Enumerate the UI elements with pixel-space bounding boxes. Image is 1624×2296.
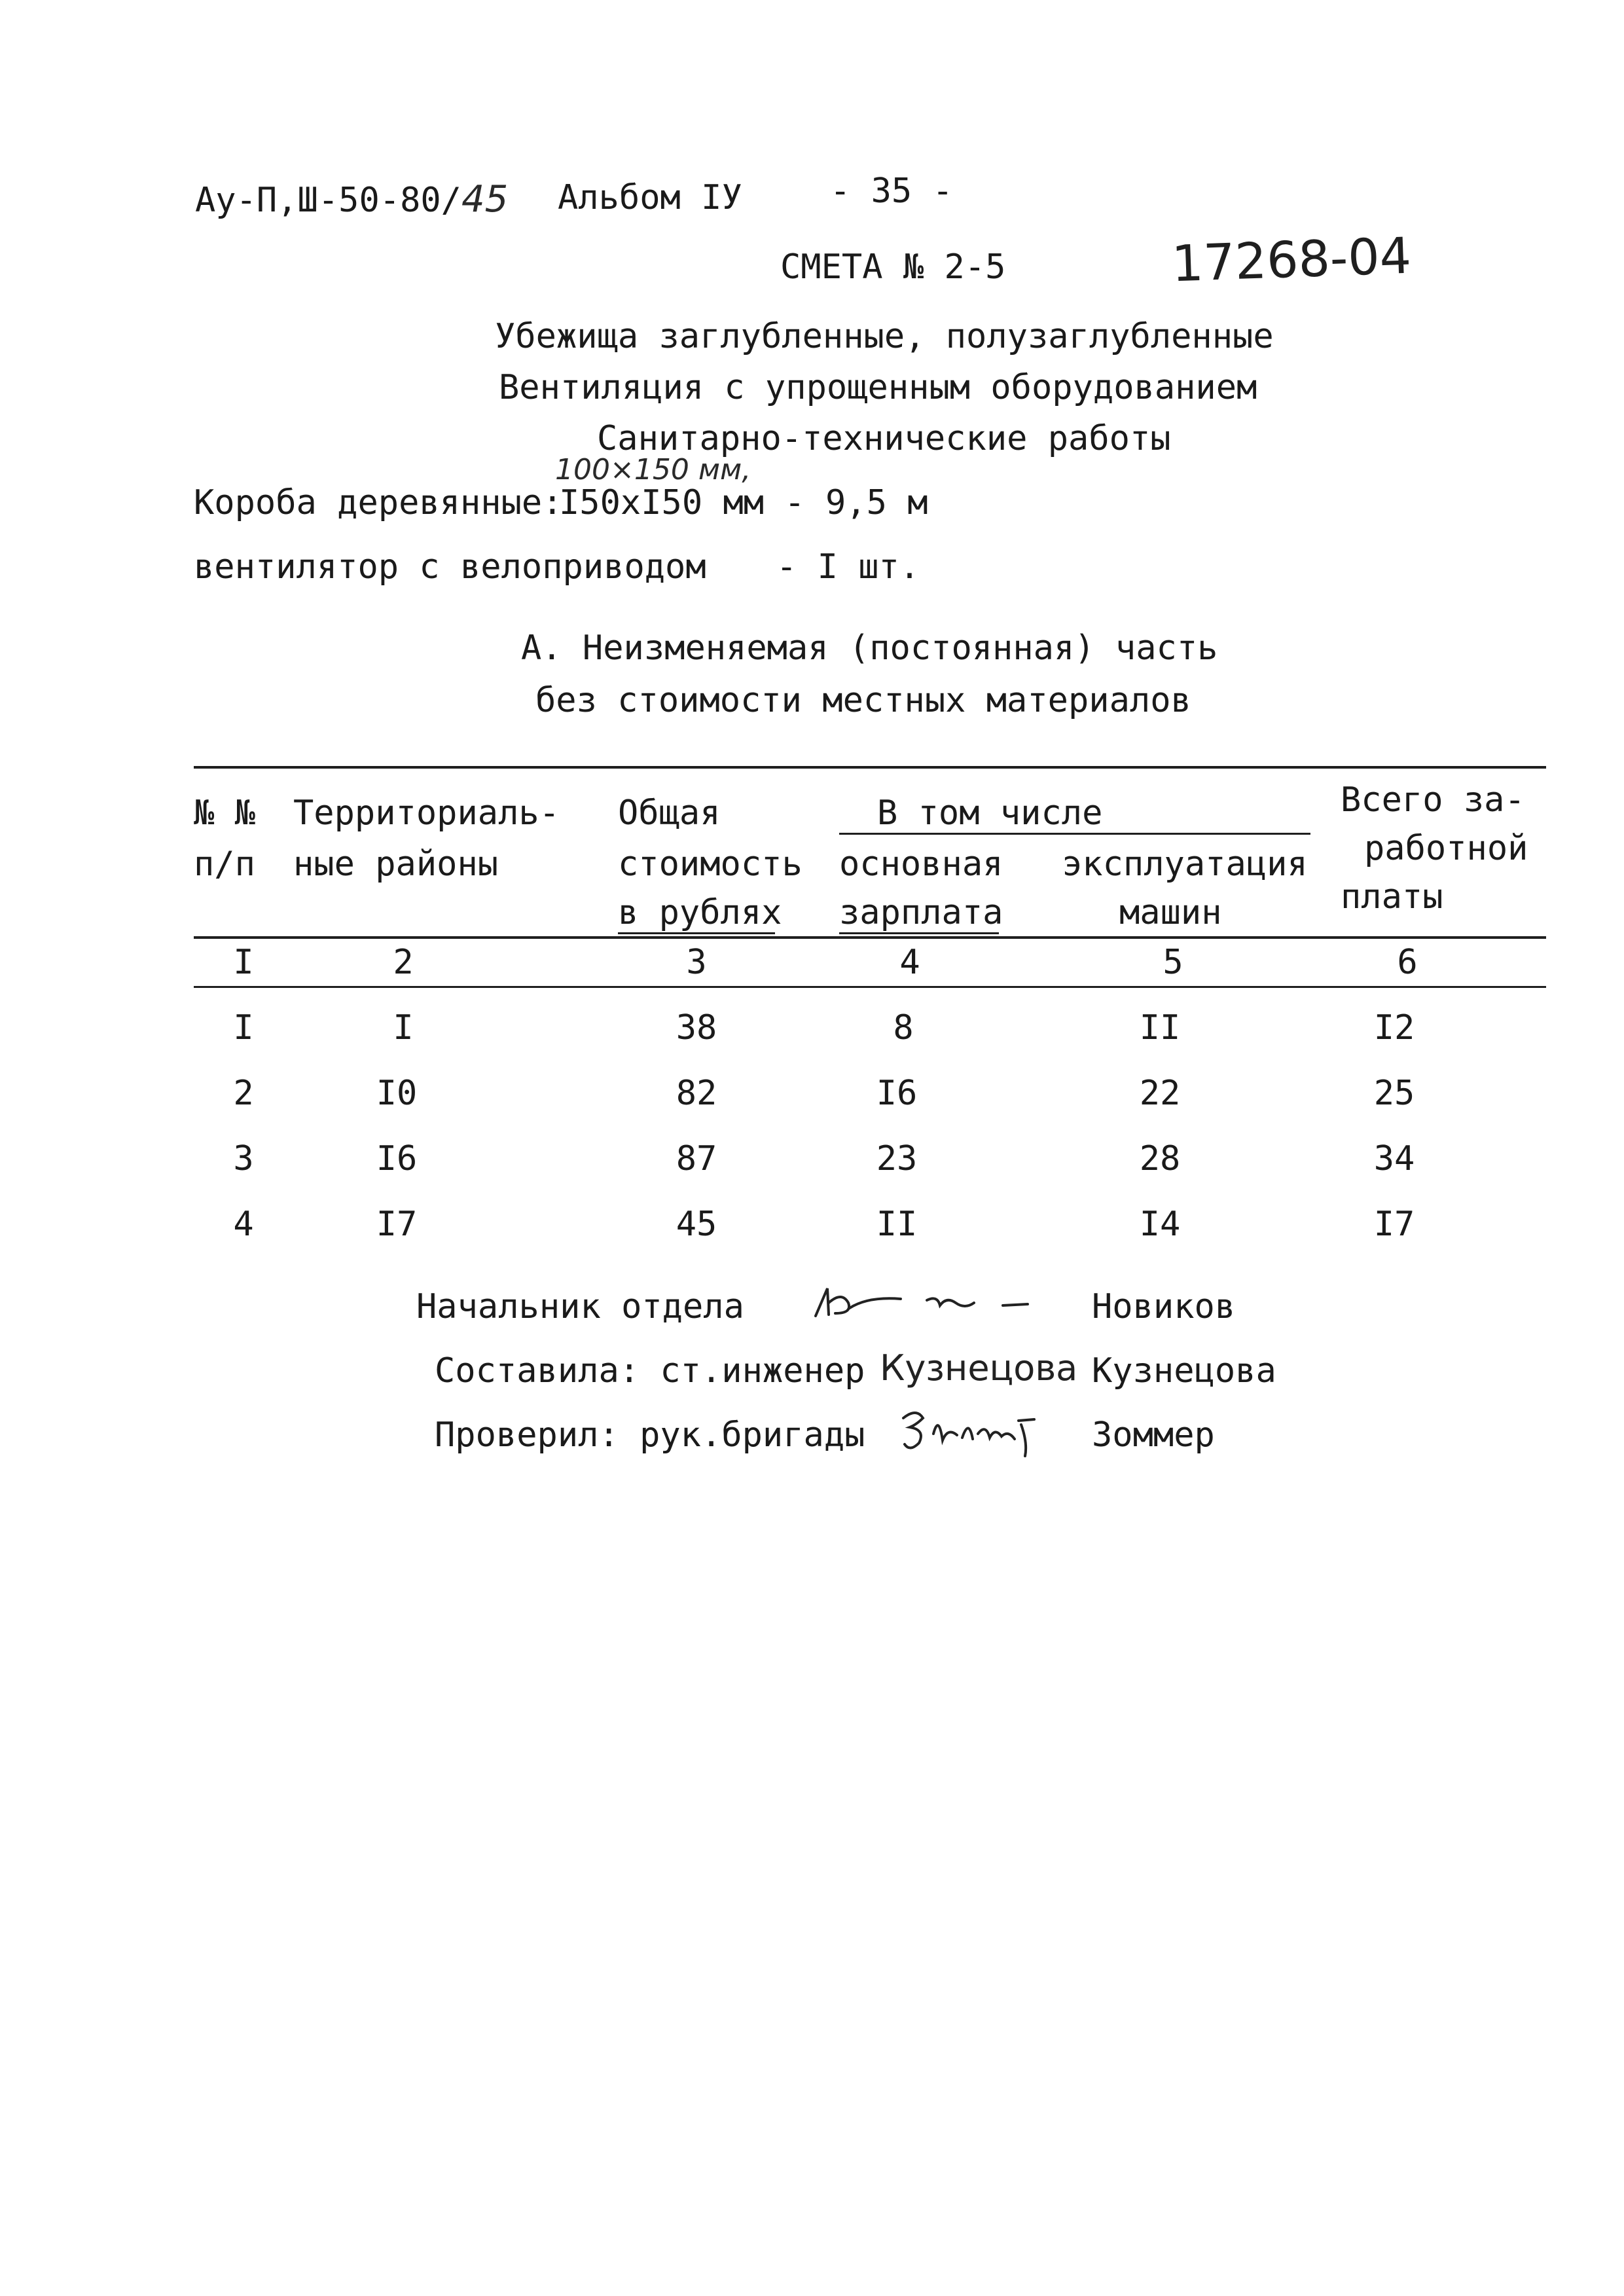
machine-operation: 22 [1139, 1074, 1181, 1113]
region: I0 [376, 1074, 418, 1113]
header-col-region-line-2: ные районы [293, 845, 499, 884]
document-code [195, 178, 508, 221]
region: I6 [376, 1139, 418, 1178]
boxes-value: I50хI50 мм - 9,5 м [559, 483, 928, 522]
column-number: I [233, 943, 254, 982]
total-wages: 34 [1373, 1139, 1415, 1178]
fan-value: - I шт. [776, 547, 920, 587]
page-number: - 35 - [830, 172, 953, 211]
header-col-machines-line-1: эксплуатация [1062, 845, 1308, 884]
handwritten-signature-zommer [897, 1401, 1067, 1460]
row-number: 4 [233, 1205, 254, 1244]
total-wages: I7 [1373, 1205, 1415, 1244]
header-col-number-line-2: п/п [194, 845, 255, 884]
base-salary: 23 [876, 1139, 918, 1178]
total-wages: I2 [1373, 1008, 1415, 1048]
boxes-handwritten-note: 100×150 мм, [555, 453, 751, 486]
handwritten-signature-novikov [809, 1277, 1058, 1329]
table-header-rule [194, 936, 1546, 939]
signature-role-checker: Проверил: рук.бригады [435, 1415, 865, 1455]
header-group-including: В том числе [877, 793, 1103, 833]
signature-role-compiler: Составила: ст.инженер [435, 1351, 865, 1391]
table-numbers-rule [194, 986, 1546, 988]
fan-label: вентилятор с велоприводом [194, 547, 706, 587]
header-col-wages-line-1: Всего за- [1341, 780, 1525, 820]
header-col-salary-line-1: основная [839, 845, 1003, 884]
registration-number: 17268-04 [1170, 226, 1413, 293]
header-col-number-line-1: № № [194, 793, 255, 833]
estimate-title: СМЕТА № 2-5 [780, 247, 1006, 287]
machine-operation: I4 [1139, 1205, 1181, 1244]
signature-name-checker: Зоммер [1092, 1415, 1215, 1455]
header-col-region-line-1: Территориаль- [293, 793, 560, 833]
row-number: I [233, 1008, 254, 1048]
document-code-typed: Ау-П,Ш-50-80/ [195, 181, 461, 220]
header-group-underline [839, 833, 1310, 835]
total-cost: 38 [676, 1008, 717, 1048]
region: I7 [376, 1205, 418, 1244]
column-number: 2 [393, 943, 414, 982]
table-top-rule [194, 766, 1546, 769]
title-line-1: Убежища заглубленные, полузаглубленные [495, 317, 1274, 356]
section-title-line-1: А. Неизменяемая (постоянная) часть [521, 629, 1218, 668]
column-number: 3 [686, 943, 707, 982]
signature-name-head: Новиков [1092, 1287, 1236, 1326]
total-cost: 87 [676, 1139, 717, 1178]
title-line-3: Санитарно-технические работы [597, 419, 1171, 458]
header-col-wages-line-3: платы [1341, 877, 1443, 917]
column-number: 5 [1163, 943, 1183, 982]
base-salary: I6 [876, 1074, 918, 1113]
header-col-machines-line-2: машин [1119, 893, 1222, 932]
header-col-salary-underline [839, 932, 999, 934]
title-line-2: Вентиляция с упрощенным оборудованием [499, 368, 1257, 407]
column-number: 4 [899, 943, 920, 982]
header-col-total-line-3: в рублях [618, 893, 782, 932]
total-cost: 82 [676, 1074, 717, 1113]
signature-name-compiler: Кузнецова [1092, 1351, 1276, 1391]
column-number: 6 [1397, 943, 1418, 982]
document-code-handwritten: 45 [461, 178, 509, 221]
row-number: 3 [233, 1139, 254, 1178]
header-col-salary-line-2: зарплата [839, 893, 1003, 932]
machine-operation: 28 [1139, 1139, 1181, 1178]
header-col-total-line-2: стоимость [618, 845, 803, 884]
base-salary: 8 [893, 1008, 914, 1048]
signature-role-head: Начальник отдела [416, 1287, 744, 1326]
header-col-total-line-1: Общая [618, 793, 721, 833]
section-title-line-2: без стоимости местных материалов [535, 681, 1191, 720]
row-number: 2 [233, 1074, 254, 1113]
album-label: Альбом IУ [558, 178, 742, 217]
region: I [393, 1008, 414, 1048]
boxes-label: Короба деревянные: [194, 483, 563, 522]
total-wages: 25 [1373, 1074, 1415, 1113]
base-salary: II [876, 1205, 918, 1244]
machine-operation: II [1139, 1008, 1181, 1048]
handwritten-signature-kuznetsova: Кузнецова [880, 1347, 1078, 1389]
total-cost: 45 [676, 1205, 717, 1244]
header-col-wages-line-2: работной [1364, 829, 1528, 868]
header-col-total-underline [618, 932, 775, 934]
